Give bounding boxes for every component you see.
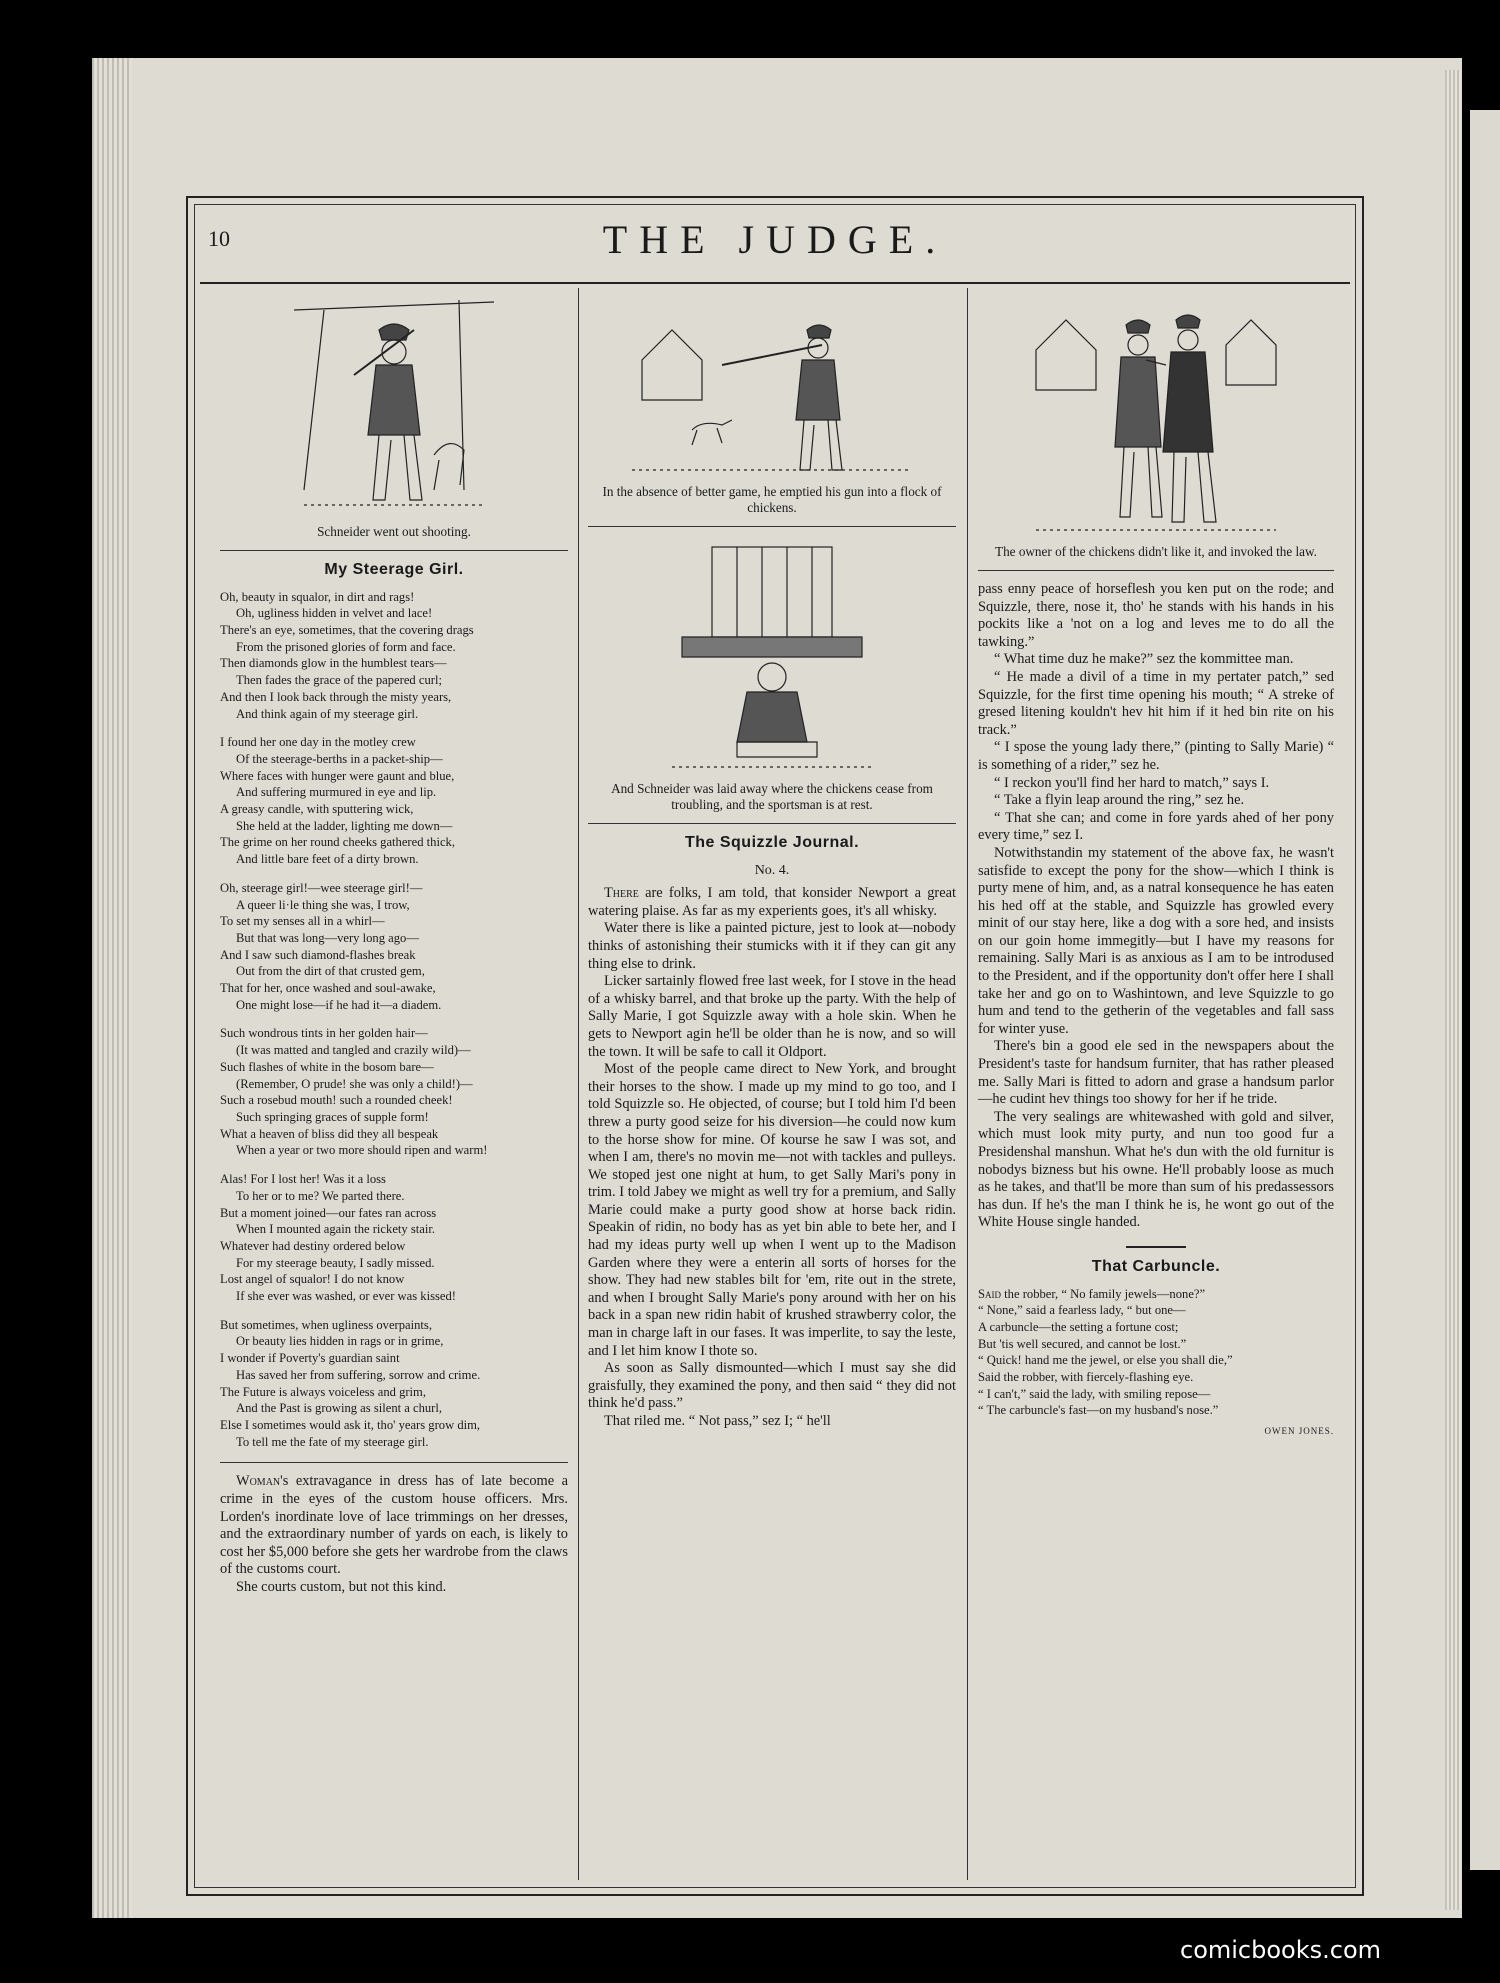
journal-cont-paragraph-4: “ I spose the young lady there,” (pinting to Sally Marie) “ is something of a rider,” sez he.: [978, 739, 1334, 773]
poem-stanza: [220, 880, 568, 1014]
poem-line: (It was matted and tangled and crazily wild)—: [236, 1043, 471, 1058]
poem-line: But a moment joined—our fates ran across: [220, 1205, 437, 1220]
poem-line: But that was long—very long ago—: [236, 930, 419, 945]
journal-cont-paragraph-6: “ Take a flyin leap around the ring,” sez he.: [994, 792, 1245, 809]
poem-line: Else I sometimes would ask it, tho' years grow dim,: [220, 1417, 481, 1432]
masthead-rule: [200, 282, 1350, 284]
poem-line: Oh, ugliness hidden in velvet and lace!: [236, 606, 433, 621]
column-rule-2: [967, 288, 968, 1880]
carbuncle-line: A carbuncle—the setting a fortune cost;: [978, 1319, 1179, 1334]
woman-paragraph-1: 's extravagance in dress has of late become a crime in the eyes of the custom house officers. Mrs. Lorden's inordinate love of lace trimmings on her dresses, and the extraordinary number of yards on each, is likely to cost her $5,000 before she gets her wardrobe from the claws of the customs court.: [220, 1473, 568, 1578]
woman-item: [220, 1473, 568, 1596]
newspaper-page: [186, 196, 1364, 1896]
poem-line: I wonder if Poverty's guardian saint: [220, 1351, 400, 1366]
poem-line: And suffering murmured in eye and lip.: [236, 785, 437, 800]
carbuncle-line: “ The carbuncle's fast—on my husband's nose.”: [978, 1403, 1219, 1418]
journal-cont-paragraph-8: Notwithstandin my statement of the above fax, he wasn't satisfide to except the pony for the show—which I think is purty mene of him, and, as a natral konsequence he has eaten his hed off at the stable, and Squizzle has growled every minit of our stay here, like a dog with a sore hed, and insists on our goin home immegitly—but I have my reasons for remaining. Sally Mari is as anxious as I am to be introdused to the President, and if the opportunity don't offer here I shall take her and go on to Washintown, and leve Squizzle to go hum and tend to the getherin of the vegetables and fall sass for winter yuse.: [978, 844, 1334, 1037]
journal-paragraph-3: Licker sartainly flowed free last week, for I stove in the head of a whisky barrel, and that broke up the party. With the help of Sally Marie, I got Squizzle away with a hole skin. When he gets to Newport agin he'll be older than he is now, and so will the town. It will be safe to call it Oldport.: [588, 973, 956, 1060]
column-rule-1: [578, 288, 579, 1880]
hunter-shooting-chickens-illustration: [622, 290, 922, 480]
journal-cont-paragraph-10: The very sealings are whitewashed with gold and silver, which must look mity purty, and nun too good fur a Presidenshal manshun. What he's dun with the old furnitur is nobodys bizness but his owne. He'll probably loose as much as he takes, and that'll be more than sum of his predassessors has dun. If he's the man I think he is, he wont go out of the White House single handed.: [978, 1108, 1334, 1231]
poem-line: There's an eye, sometimes, that the covering drags: [220, 623, 474, 637]
column-1: [220, 290, 568, 1597]
poem-line: A greasy candle, with sputtering wick,: [220, 802, 414, 817]
poem-line: And little bare feet of a dirty brown.: [236, 852, 419, 867]
woman-paragraph-2: She courts custom, but not this kind.: [236, 1578, 447, 1595]
poem-line: If she ever was washed, or ever was kissed!: [236, 1289, 456, 1304]
poem-line: Then diamonds glow in the humblest tears—: [220, 656, 447, 671]
woman-lead: Woman: [236, 1473, 281, 1490]
masthead: THE JUDGE.: [602, 217, 948, 262]
poem-line: A queer li·le thing she was, I trow,: [236, 897, 410, 912]
carbuncle-title: That Carbuncle.: [1091, 1257, 1221, 1275]
page-edges-right: [1445, 70, 1461, 1910]
carbuncle-line: “ None,” said a fearless lady, “ but one—: [978, 1303, 1186, 1318]
poem-line: Lost angel of squalor! I do not know: [220, 1272, 405, 1287]
journal-paragraph-1: are folks, I am told, that konsider Newport a great watering plaise. As far as my experients goes, it's all whisky.: [588, 885, 956, 919]
poem-stanza: [220, 734, 568, 868]
poem-line: Such springing graces of supple form!: [236, 1109, 429, 1124]
poem-line: (Remember, O prude! she was only a child!)—: [236, 1076, 473, 1091]
poem-line: That for her, once washed and soul-awake,: [220, 981, 436, 996]
carbuncle-line: [978, 1286, 1334, 1303]
divider: [588, 526, 956, 527]
divider: [978, 570, 1334, 571]
poem-that-carbuncle: [978, 1286, 1334, 1420]
poem-stanza: [220, 1171, 568, 1305]
poem-line: What a heaven of bliss did they all bespeak: [220, 1126, 439, 1141]
poem-line: For my steerage beauty, I sadly missed.: [236, 1255, 435, 1270]
carbuncle-line-text: the robber, “ No family jewels—none?”: [1001, 1286, 1206, 1301]
poem-line: I found her one day in the motley crew: [220, 735, 416, 750]
poem-my-steerage-girl: [220, 589, 568, 1451]
poem-line: To set my senses all in a whirl—: [220, 914, 385, 929]
next-page-edge: [1470, 110, 1500, 1870]
chicken-owner-illustration: [1026, 290, 1286, 540]
poem-line: When a year or two more should ripen and warm!: [236, 1143, 488, 1158]
carbuncle-line: “ Quick! hand me the jewel, or else you shall die,”: [978, 1353, 1233, 1368]
journal-paragraph-6: That riled me. “ Not pass,” sez I; “ he'll: [604, 1413, 831, 1429]
journal-body: [588, 885, 956, 1430]
poem-line: Such wondrous tints in her golden hair—: [220, 1026, 428, 1041]
poem-line: Or beauty lies hidden in rags or in grime,: [236, 1334, 444, 1349]
poem-line: From the prisoned glories of form and face.: [236, 639, 456, 654]
caption-shooting: Schneider went out shooting.: [317, 524, 471, 539]
journal-cont-paragraph-3: “ He made a divil of a time in my pertater patch,” sed Squizzle, for the first time opening his mouth; “ A streke of gresed litening kouldn't hev hit him if it hed bin rite on his track.”: [978, 668, 1334, 738]
journal-cont-paragraph-1: pass enny peace of horseflesh you ken put on the rode; and Squizzle, there, nose it, tho' he stands with his hands in his pockits like a 'not on a log and leves me to do all the tawking.”: [978, 581, 1334, 650]
journal-title: The Squizzle Journal.: [684, 834, 860, 851]
journal-cont-paragraph-5: “ I reckon you'll find her hard to match,” says I.: [994, 774, 1270, 791]
divider: [588, 823, 956, 824]
poem-line: And I saw such diamond-flashes break: [220, 947, 416, 962]
carbuncle-lead: Said: [978, 1286, 1002, 1301]
column-2: [588, 290, 956, 1431]
poem-line: And the Past is growing as silent a churl,: [236, 1401, 443, 1416]
divider: [220, 550, 568, 551]
poem-line: One might lose—if he had it—a diadem.: [236, 997, 442, 1012]
poem-line: Has saved her from suffering, sorrow and crime.: [236, 1367, 481, 1382]
carbuncle-line: But 'tis well secured, and cannot be lost.”: [978, 1336, 1187, 1351]
poem-stanza: [220, 1025, 568, 1159]
divider: [220, 1462, 568, 1463]
poem-line: Oh, steerage girl!—wee steerage girl!—: [220, 880, 423, 895]
poem-line: Where faces with hunger were gaunt and blue,: [220, 768, 455, 783]
carbuncle-line: “ I can't,” said the lady, with smiling repose—: [978, 1386, 1211, 1401]
poem-line: Out from the dirt of that crusted gem,: [236, 964, 425, 979]
poem-line: Such a rosebud mouth! such a rounded cheek!: [220, 1093, 453, 1108]
poem-line: Oh, beauty in squalor, in dirt and rags!: [220, 589, 415, 604]
poem-line: Then fades the grace of the papered curl;: [236, 673, 442, 688]
poem-stanza: [220, 1317, 568, 1451]
poem-line: Alas! For I lost her! Was it a loss: [220, 1172, 386, 1187]
journal-cont-paragraph-9: There's bin a good ele sed in the newspapers about the President's taste for handsum furniter, that has rather pleased me. Sally Mari is fitted to adorn and grase a handsum parlor—he cudint hev things too showy for her if he tride.: [978, 1038, 1334, 1108]
page-number: 10: [208, 226, 230, 251]
poem-line: But sometimes, when ugliness overpaints,: [220, 1317, 432, 1332]
poem-line: When I mounted again the rickety stair.: [236, 1222, 435, 1237]
poem-line: Of the steerage-berths in a packet-ship—: [236, 751, 443, 766]
poem-line: And think again of my steerage girl.: [236, 706, 419, 721]
short-divider: [1126, 1246, 1186, 1248]
caption-laid-away: And Schneider was laid away where the chickens cease from troubling, and the sportsman is at rest.: [611, 781, 933, 812]
journal-cont-paragraph-7: “ That she can; and come in fore yards ahed of her pony every time,” sez I.: [978, 809, 1334, 844]
journal-lead: There: [604, 885, 639, 902]
poem-line: To her or to me? We parted there.: [236, 1188, 405, 1203]
page-edges-left: [92, 58, 132, 1918]
poem-stanza: [220, 589, 568, 723]
schneider-hunter-illustration: [284, 290, 504, 520]
journal-paragraph-2: Water there is like a painted picture, jest to look at—nobody thinks of astonishing their stumicks with it if they can git any thing else to drink.: [588, 920, 956, 972]
journal-paragraph-4: Most of the people came direct to New York, and brought their horses to the show. I made up my mind to go too, and I told Squizzle so. He objected, of course; but I told him I'd been threw a purty good seize for his diversion—he could now kum to the horse show for mine. Of kourse he saw I was sot, and when I am, there's no movin me—not with tackles and pulleys. We stoped jest one night at hum, to get Sally Mari's pony in trim. I told Jabey we might as well try for a premium, and Sally Marie could make a purty good show at horse back ridin. Speakin of ridin, no body has as yet bin able to bete her, and I had my ideas purty well up when I went up to the Madison Garden where they were a enterin all sorts of horses for the show. They had new stables bilt for 'em, rite out in the strete, and when I brought Sally Marie's pony around with her on his back in a span new ridin habit of krushed strawberry color, the man in charge laft in our fases. It was imperlite, to say the leste, and I let him know I thote so.: [588, 1061, 956, 1359]
poem-line: And then I look back through the misty years,: [220, 689, 452, 704]
poem-line: The Future is always voiceless and grim,: [220, 1384, 427, 1399]
caption-chickens: In the absence of better game, he emptied his gun into a flock of chickens.: [602, 484, 942, 515]
carbuncle-line: Said the robber, with fiercely-flashing eye.: [978, 1370, 1194, 1385]
journal-number: No. 4.: [754, 862, 790, 878]
journal-cont-paragraph-2: “ What time duz he make?” sez the kommittee man.: [994, 651, 1294, 668]
caption-owner: The owner of the chickens didn't like it, and invoked the law.: [995, 544, 1317, 559]
schneider-in-prison-illustration: [642, 537, 902, 777]
poem-line: Whatever had destiny ordered below: [220, 1238, 406, 1253]
column-3: [978, 290, 1334, 1441]
poem-line: The grime on her round cheeks gathered thick,: [220, 835, 455, 850]
poem-author: OWEN JONES.: [1264, 1426, 1334, 1437]
poem-title: My Steerage Girl.: [324, 561, 464, 578]
poem-line: Such flashes of white in the bosom bare—: [220, 1059, 434, 1074]
journal-paragraph-5: As soon as Sally dismounted—which I must say she did graisfully, they examined the pony, and then said “ they did not think he'd pass.”: [588, 1360, 956, 1412]
watermark: comicbooks.com: [1180, 1936, 1382, 1964]
poem-line: To tell me the fate of my steerage girl.: [236, 1434, 429, 1449]
poem-line: She held at the ladder, lighting me down—: [236, 818, 453, 833]
journal-continued: [978, 581, 1334, 1232]
